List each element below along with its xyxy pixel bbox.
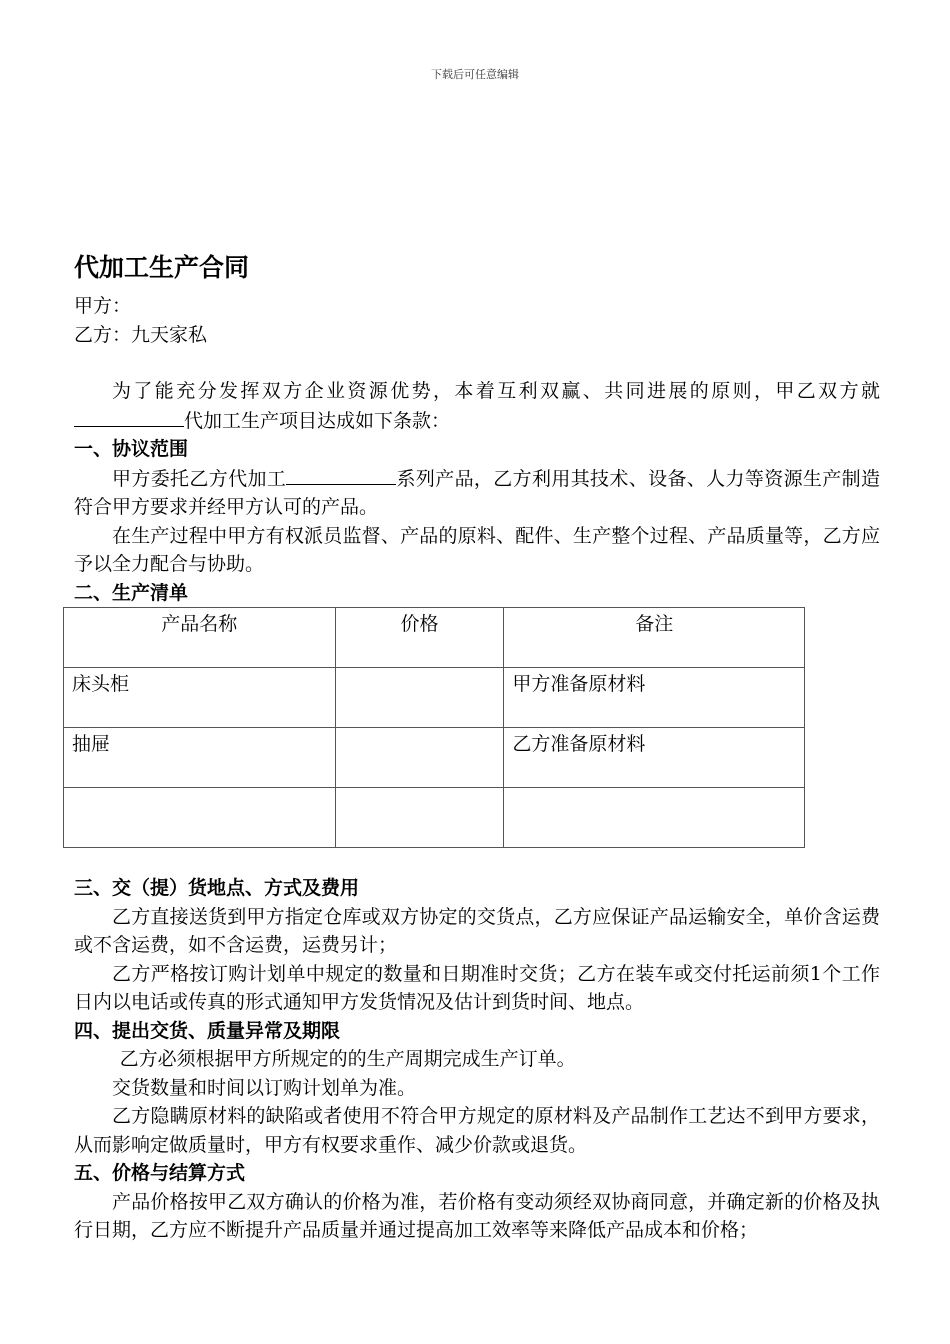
intro-text-2: 代加工生产项目达成如下条款：: [184, 409, 451, 432]
table-cell-remark: [504, 788, 805, 848]
table-row: [64, 728, 805, 788]
section2-heading: 二、生产清单: [74, 581, 189, 604]
section1-paragraph-2: 在生产过程中甲方有权派员监督、产品的原料、配件、生产整个过程、产品质量等，乙方应予以全力配合与协助。: [74, 524, 880, 575]
document-title: 代加工生产合同: [74, 253, 250, 282]
spacer: [74, 848, 880, 874]
party-b-line: 乙方：九天家私: [74, 323, 208, 346]
table-cell-product: 抽屉: [64, 728, 336, 788]
section4-paragraph-1: 乙方必须根据甲方所规定的的生产周期完成生产订单。: [119, 1048, 576, 1070]
section1-paragraph-1: [74, 464, 880, 522]
section5-paragraph-1: 产品价格按甲乙双方确认的价格为准，若价格有变动须经双协商同意，并确定新的价格及执行日期，乙方应不断提升产品质量并通过提高加工效率等来降低产品成本和价格；: [74, 1190, 880, 1241]
section4-heading: 四、提出交货、质量异常及期限: [74, 1019, 341, 1042]
section3-paragraph-1: 乙方直接送货到甲方指定仓库或双方协定的交货点，乙方应保证产品运输安全，单价含运费或不含运费，如不含运费，运费另计；: [74, 905, 880, 956]
table-row: [64, 788, 805, 848]
document-body: [74, 292, 880, 1245]
intro-paragraph: [74, 377, 880, 435]
header-note: 下载后可任意编辑: [431, 68, 519, 81]
section1-heading: 一、协议范围: [74, 438, 189, 460]
table-cell-price: [335, 668, 504, 728]
table-header-remark: 备注: [504, 608, 805, 668]
section3-heading: 三、交（提）货地点、方式及费用: [74, 877, 360, 899]
table-header-price: 价格: [335, 608, 504, 668]
section5-heading: 五、价格与结算方式: [74, 1162, 246, 1184]
table-cell-remark: 乙方准备原材料: [504, 728, 805, 788]
intro-text-1: 为了能充分发挥双方企业资源优势，本着互利双赢、共同进展的原则，甲乙双方就: [112, 380, 880, 402]
table-cell-price: [335, 788, 504, 848]
section3-paragraph-2: 乙方严格按订购计划单中规定的数量和日期准时交货；乙方在装车或交付托运前须1个工作日内以电话或传真的形式通知甲方发货情况及估计到货时间、地点。: [74, 962, 880, 1013]
table-header-row: [64, 608, 805, 668]
section4-paragraph-3: 乙方隐瞒原材料的缺陷或者使用不符合甲方规定的原材料及产品制作工艺达不到甲方要求，从而影响定做质量时，甲方有权要求重作、减少价款或退货。: [74, 1105, 880, 1156]
table-row: [64, 668, 805, 728]
project-name-blank[interactable]: [74, 406, 184, 427]
production-list-table: [63, 607, 805, 848]
section4-paragraph-2: 交货数量和时间以订购计划单为准。: [112, 1076, 417, 1099]
table-cell-product: 床头柜: [64, 668, 336, 728]
table-cell-remark: 甲方准备原材料: [504, 668, 805, 728]
table-cell-price: [335, 728, 504, 788]
section1-text-2: 系列产品，乙方利用其技术、设备、人力等资源生产制造符合甲方要求并经甲方认可的产品。: [74, 467, 880, 518]
table-cell-product: [64, 788, 336, 848]
spacer: [74, 349, 880, 377]
table-header-product: 产品名称: [64, 608, 336, 668]
product-series-blank[interactable]: [286, 464, 396, 485]
section1-text-1: 甲方委托乙方代加工: [112, 467, 287, 490]
party-a-line: 甲方：: [74, 295, 132, 317]
